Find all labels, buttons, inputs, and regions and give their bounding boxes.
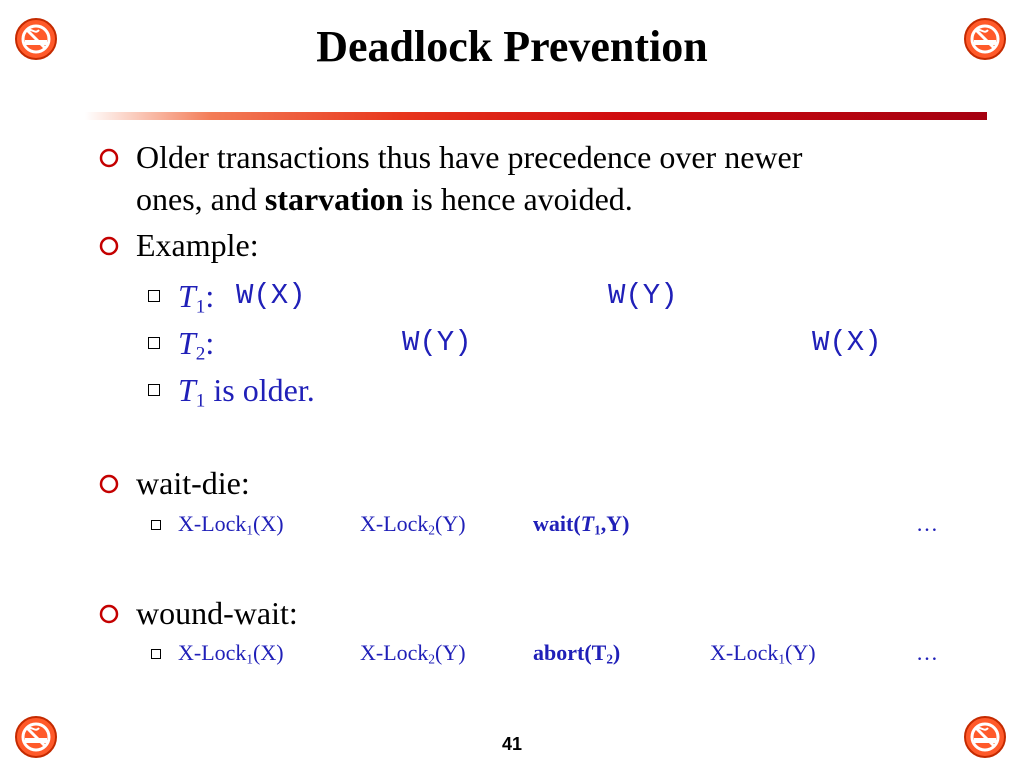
circle-bullet-icon — [98, 226, 122, 264]
bullet-text: wait-die: — [136, 465, 250, 501]
ww-ellipsis: … — [916, 640, 938, 665]
bullet-text: wound-wait: — [136, 595, 298, 631]
bullet-text: Example: — [136, 227, 259, 263]
square-bullet-icon — [148, 384, 160, 396]
t2-op-2: W(X) — [812, 326, 882, 359]
ww-lock-2: X-Lock$_2$(Y) — [360, 640, 466, 667]
starvation-term: starvation — [264, 181, 404, 217]
square-bullet-icon — [148, 337, 160, 349]
square-bullet-icon — [148, 290, 160, 302]
bullet-text-line1: Older transactions thus have precedence over newer — [136, 139, 803, 175]
square-bullet-icon — [151, 649, 161, 659]
wd-lock-1: X-Lock$_1$(X) — [178, 511, 284, 538]
slide-title: Deadlock Prevention — [316, 22, 708, 71]
square-bullet-icon — [151, 520, 161, 530]
circle-bullet-icon — [98, 594, 122, 632]
circle-bullet-icon — [98, 138, 122, 176]
t2-op-1: W(Y) — [402, 326, 472, 359]
t1-op-1: W(X) — [236, 279, 306, 312]
circle-bullet-icon — [98, 464, 122, 502]
t1-op-2: W(Y) — [608, 279, 678, 312]
ww-lock-1: X-Lock$_1$(X) — [178, 640, 284, 667]
wd-ellipsis: … — [916, 511, 938, 536]
wd-wait: $wait(T_1,Y)$ — [533, 511, 630, 538]
wd-lock-2: X-Lock$_2$(Y) — [360, 511, 466, 538]
ww-abort: $abort(T_2)$ — [533, 640, 621, 667]
ww-lock-3: X-Lock$_1$(Y) — [710, 640, 816, 667]
page-number: 41 — [501, 734, 523, 754]
title-divider — [85, 112, 987, 120]
bullet-text-line2: ones, and starvation is hence avoided. — [136, 181, 633, 217]
